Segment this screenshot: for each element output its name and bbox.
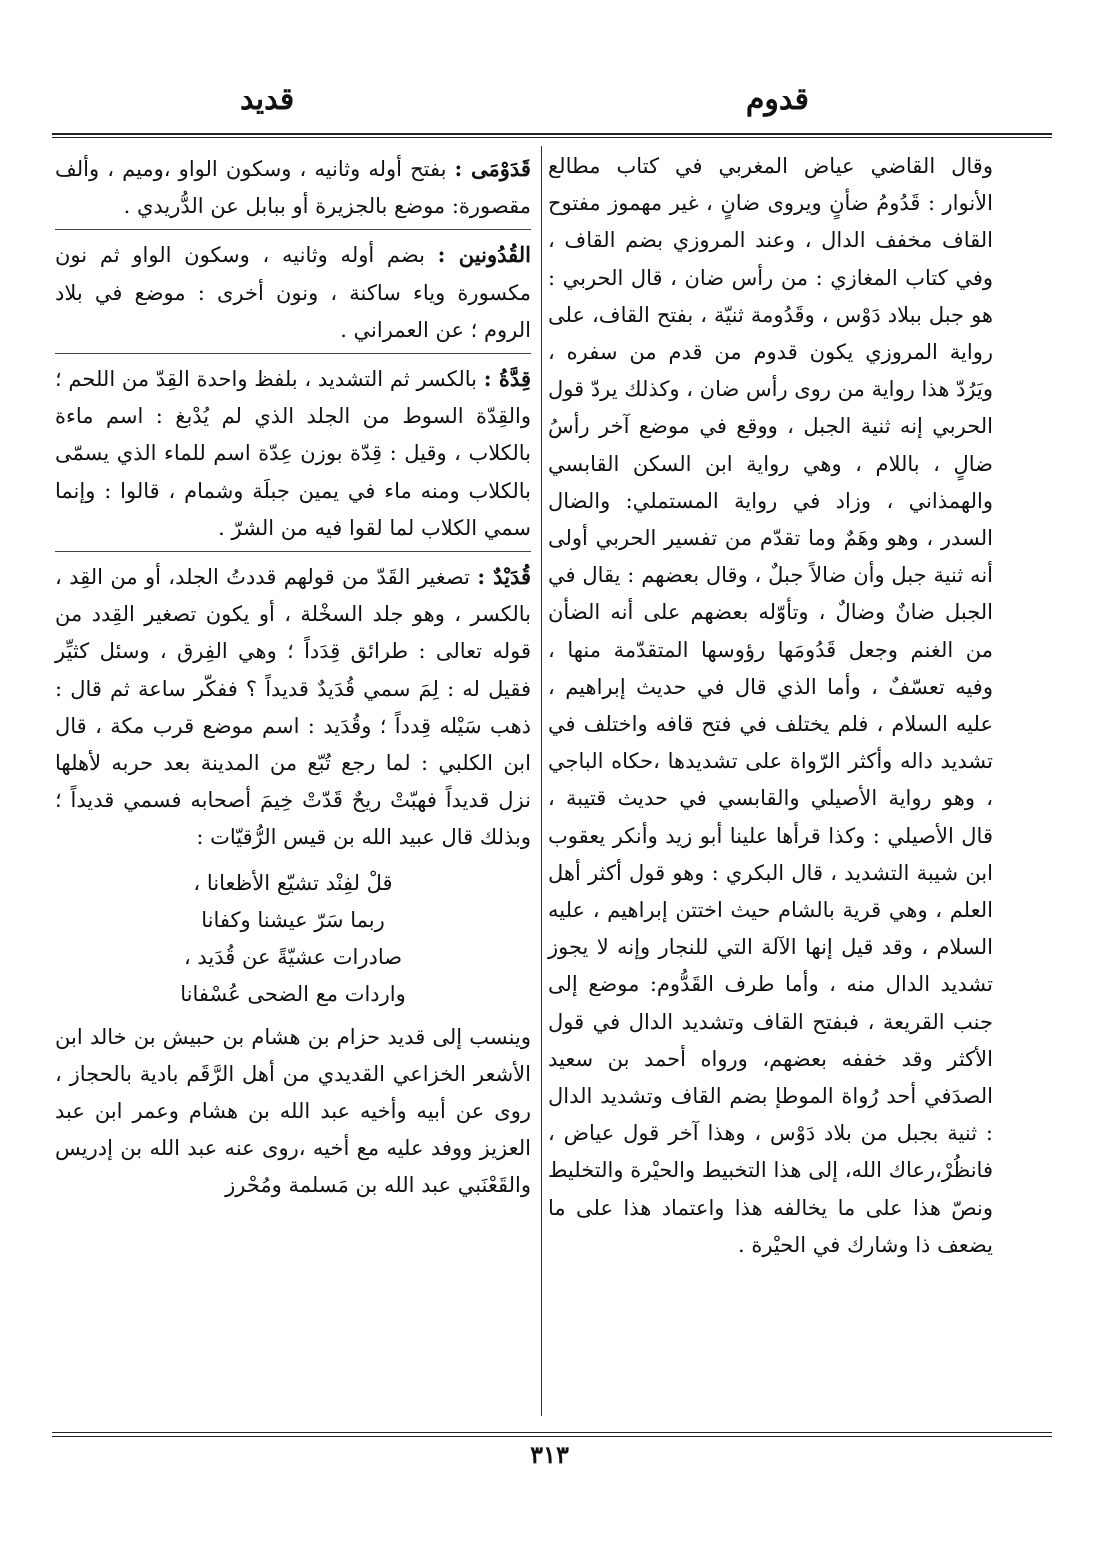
entry-qidda xyxy=(55,353,531,547)
entry-text: بالكسر ثم التشديد ، بلفظ واحدة القِدّ من اللحم ؛ والقِدّة السوط من الجلد الذي لم يُدْبغ : اسم ماءة بالكلاب ، وقيل : قِدّة بوزن عِدّة اسم للماء الذي يسمّى بالكلاب ومنه ماء في يمين جبلَة وشمام ، قالوا : وإنما سمي الكلاب لما لقوا فيه من الشرّ . xyxy=(55,367,531,540)
entry-qadawma xyxy=(55,148,531,225)
page-number: ٣١٣ xyxy=(530,1440,569,1469)
headword: قِدَّةُ : xyxy=(483,366,531,392)
entry-text: بفتح أوله وثانيه ، وسكون الواو ،وميم ، وألف مقصورة: موضع بالجزيرة أو ببابل عن الدُّريدي . xyxy=(55,157,531,219)
entry-al-qudunin xyxy=(55,229,531,349)
left-column xyxy=(55,148,531,1205)
headword: قَدَوْمَى : xyxy=(454,156,531,181)
poem-line: صادرات عشيّةً عن قُدَيد ، xyxy=(183,944,403,969)
footer-rule-secondary xyxy=(52,1436,1052,1437)
running-header-right: قدوم xyxy=(745,82,809,117)
header-rule xyxy=(52,133,1052,135)
poem-line: ربما سَرّ عيشنا وكفانا xyxy=(201,907,385,932)
poem-line: قلْ لفِنْد تشيّع الأظعانا ، xyxy=(193,870,393,895)
entry-text: تصغير القَدّ من قولهم قددتُ الجلد، أو من القِد ، بالكسر ، وهو جلد السخْلة ، أو يكون تصغير القِدد من قوله تعالى : طرائق قِدَداً ؛ وهي الفِرق ، وسئل كثيِّر فقيل له : لِمَ سمي قُدَيدٌ قديداً ؟ ففكّر ساعة ثم قال : ذهب سَيْله قِدداً ؛ وقُدَيد : اسم موضع قرب مكة ، قال ابن الكلبي : لما رجع تُبّع من المدينة بعد حربه لأهلها نزل قديداً فهبّتْ ريحٌ قَدّتْ خِيمَ أصحابه فسمي قديداً ؛ وبذلك قال عبيد الله بن قيس الرُّقيّات : xyxy=(55,565,531,850)
footer-rule xyxy=(52,1432,1052,1433)
closing-paragraph: وينسب إلى قديد حزام بن هشام بن حبيش بن خالد ابن الأشعر الخزاعي القديدي من أهل الرَّقَم بادية بالحجاز ، روى عن أبيه وأخيه عبد الله بن هشام وعمر ابن عبد العزيز ووفد عليه مع أخيه ،روى عنه عبد الله بن إدريس والقَعْنَبي عبد الله بن مَسلمة ومُحْرز xyxy=(55,1024,531,1198)
right-column-text: وقال القاضي عياض المغربي في كتاب مطالع الأنوار : قَدُومُ ضأنٍ ويروى ضانٍ ، غير مهموز مفتوح القاف مخفف الدال ، وعند المروزي بضم القاف ، وفي كتاب المغازي : من رأس ضان ، قال الحربي : هو جبل ببلاد دَوْس ، وقَدُومة ثنيّة ، بفتح القاف، على رواية المروزي يكون قدوم من قدم من سفره ، ويَرُدّ هذا رواية من روى رأس ضان ، وكذلك يردّ قول الحربي إنه ثنية الجبل ، ووقع في موضع آخر رأسُ ضالٍ ، باللام ، وهي رواية ابن السكن القابسي والهمذاني ، وزاد في رواية المستملي: والضال السدر ، وهو وهَمٌ وما تقدّم من تفسير الحربي أولى أنه ثنية جبل وأن ضالاً جبلٌ ، وقال بعضهم : يقال في الجبل ضانٌ وضالٌ ، وتأوّله بعضهم على أنه الضأن من الغنم وجعل قَدُومَها رؤوسها المتقدّمة منها ، وفيه تعسّفٌ ، وأما الذي قال في حديث إبراهيم ، عليه السلام ، فلم يختلف في فتح قافه واختلف في تشديد داله وأكثر الرّواة على تشديدها ،حكاه الباجي ، وهو رواية الأصيلي والقابسي في حديث قتيبة ، قال الأصيلي : وكذا قرأها علينا أبو زيد وأنكر يعقوب ابن شيبة التشديد ، قال البكري : وهو قول أكثر أهل العلم ، وهي قرية بالشام حيث اختتن إبراهيم ، عليه السلام ، وقد قيل إنها الآلة التي للنجار وإنه لا يجوز تشديد الدال منه ، وأما طرف القَدُّوم: موضع إلى جنب القريعة ، فبفتح القاف وتشديد الدال في قول الأكثر وقد خففه بعضهم، ورواه أحمد بن سعيد الصدَفي أحد رُواة الموطإ بضم القاف وتشديد الدال : ثنية بجبل من بلاد دَوْس ، وهذا آخر قول عياض ، فانظُرْ،رعاك الله، إلى هذا التخبيط والحيْرة والتخليط ونصّ هذا على ما يخالفه هذا واعتماد هذا على ما يضعف ذا وشارك في الحيْرة . xyxy=(547,154,993,1257)
headword: قُدَيْدٌ : xyxy=(477,564,532,590)
right-column xyxy=(548,148,993,1264)
poem xyxy=(55,865,531,1013)
running-header-left: قديد xyxy=(240,82,295,117)
poem-line: واردات مع الضحى عُسْفانا xyxy=(180,981,406,1006)
column-divider xyxy=(541,146,542,1416)
headword: القُدُونين : xyxy=(437,242,531,268)
header-rule-secondary xyxy=(52,137,1052,138)
entry-text: بضم أوله وثانيه ، وسكون الواو ثم نون مكسورة وياء ساكنة ، ونون أخرى : موضع في بلاد الروم ؛ عن العمراني . xyxy=(55,243,531,342)
entry-qudayd xyxy=(55,551,531,857)
